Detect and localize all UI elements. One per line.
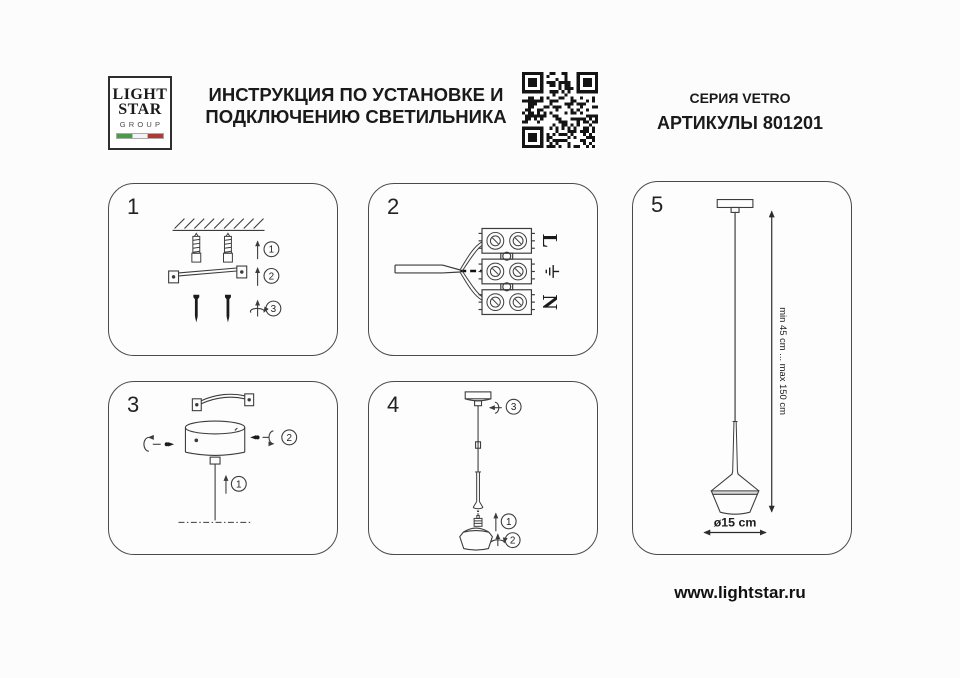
wall-anchor-icon <box>192 233 201 262</box>
step-1-panel <box>108 183 338 356</box>
diameter-label: ø15 cm <box>713 515 757 530</box>
svg-text:3: 3 <box>270 304 277 316</box>
terminal-screws <box>487 232 527 310</box>
flag-white <box>132 134 149 138</box>
wire-neutral <box>460 271 482 300</box>
ceiling-canopy <box>465 392 491 406</box>
step-2-panel <box>368 183 598 356</box>
suspension-wire <box>476 406 481 472</box>
step-3-panel <box>108 381 338 555</box>
step-4-number: 4 <box>387 392 400 417</box>
screw-rotation-icon <box>490 402 502 413</box>
flag-red <box>148 134 163 138</box>
height-dimension-label: min 45 cm ... max 150 cm <box>778 307 790 415</box>
glass-shade <box>460 528 493 550</box>
step-5-diagram <box>633 182 851 554</box>
callout-1 <box>231 476 246 491</box>
callout-2 <box>505 533 520 548</box>
website-url: www.lightstar.ru <box>674 583 806 602</box>
screw-rotation-icon <box>263 431 274 444</box>
step-5-number: 5 <box>651 192 664 217</box>
screw-rotation-icon <box>144 437 161 451</box>
mounting-bracket-icon <box>192 394 253 411</box>
svg-text:1: 1 <box>505 516 512 528</box>
callout-3 <box>266 301 281 316</box>
article-number: АРТИКУЛЫ 801201 <box>657 113 823 133</box>
screw-rotation-icon <box>250 301 264 317</box>
qr-code <box>522 72 598 148</box>
callout-1 <box>264 242 279 257</box>
mounting-bracket-icon <box>169 266 247 283</box>
step-2-wiring-diagram <box>369 184 597 355</box>
label-neutral: N <box>537 294 560 310</box>
screw-icon <box>193 295 199 323</box>
flag-green <box>117 134 132 138</box>
svg-text:2: 2 <box>268 271 275 283</box>
svg-text:1: 1 <box>236 479 242 491</box>
svg-text:3: 3 <box>510 402 517 414</box>
title-line-1: ИНСТРУКЦИЯ ПО УСТАНОВКЕ И <box>208 84 504 105</box>
screw-icon <box>250 435 259 439</box>
screw-icon <box>165 442 174 446</box>
step-4-panel <box>368 381 598 555</box>
svg-text:2: 2 <box>509 535 516 547</box>
rod-cone <box>473 472 483 515</box>
ceiling-hatch <box>173 219 265 231</box>
callout-3 <box>506 399 521 414</box>
series-label: СЕРИЯ VETRO <box>689 90 791 106</box>
lamp-socket <box>474 515 482 526</box>
step-1-diagram <box>109 184 337 355</box>
page-title <box>170 84 542 128</box>
power-cable <box>395 265 460 273</box>
step-5-panel <box>632 181 852 555</box>
logo-star: STAR <box>118 101 162 118</box>
ceiling-canopy <box>185 421 244 464</box>
screw-icon <box>225 295 231 323</box>
title-line-2: ПОДКЛЮЧЕНИЮ СВЕТИЛЬНИКА <box>205 106 507 127</box>
callout-2 <box>282 430 297 445</box>
svg-text:1: 1 <box>268 244 275 256</box>
glass-shade <box>711 471 759 514</box>
logo-group: GROUP <box>119 120 164 129</box>
step-1-number: 1 <box>127 194 140 219</box>
callout-1 <box>501 514 516 529</box>
wall-anchor-icon <box>223 233 232 262</box>
step-2-number: 2 <box>387 194 400 219</box>
product-info <box>638 90 842 134</box>
step-3-diagram <box>109 382 337 554</box>
callout-2 <box>264 269 279 284</box>
svg-text:2: 2 <box>286 432 292 444</box>
screw-rotation-icon <box>491 534 504 546</box>
logo-light: LIGHT <box>112 86 168 103</box>
italian-flag-icon <box>116 133 164 139</box>
ground-icon <box>546 265 559 278</box>
label-live: L <box>537 233 560 248</box>
step-3-number: 3 <box>127 392 140 417</box>
ceiling-plate <box>717 200 753 213</box>
step-4-diagram <box>369 382 597 554</box>
lightstar-logo <box>108 76 172 150</box>
wire-live <box>460 242 482 271</box>
rod-cone <box>733 422 738 472</box>
